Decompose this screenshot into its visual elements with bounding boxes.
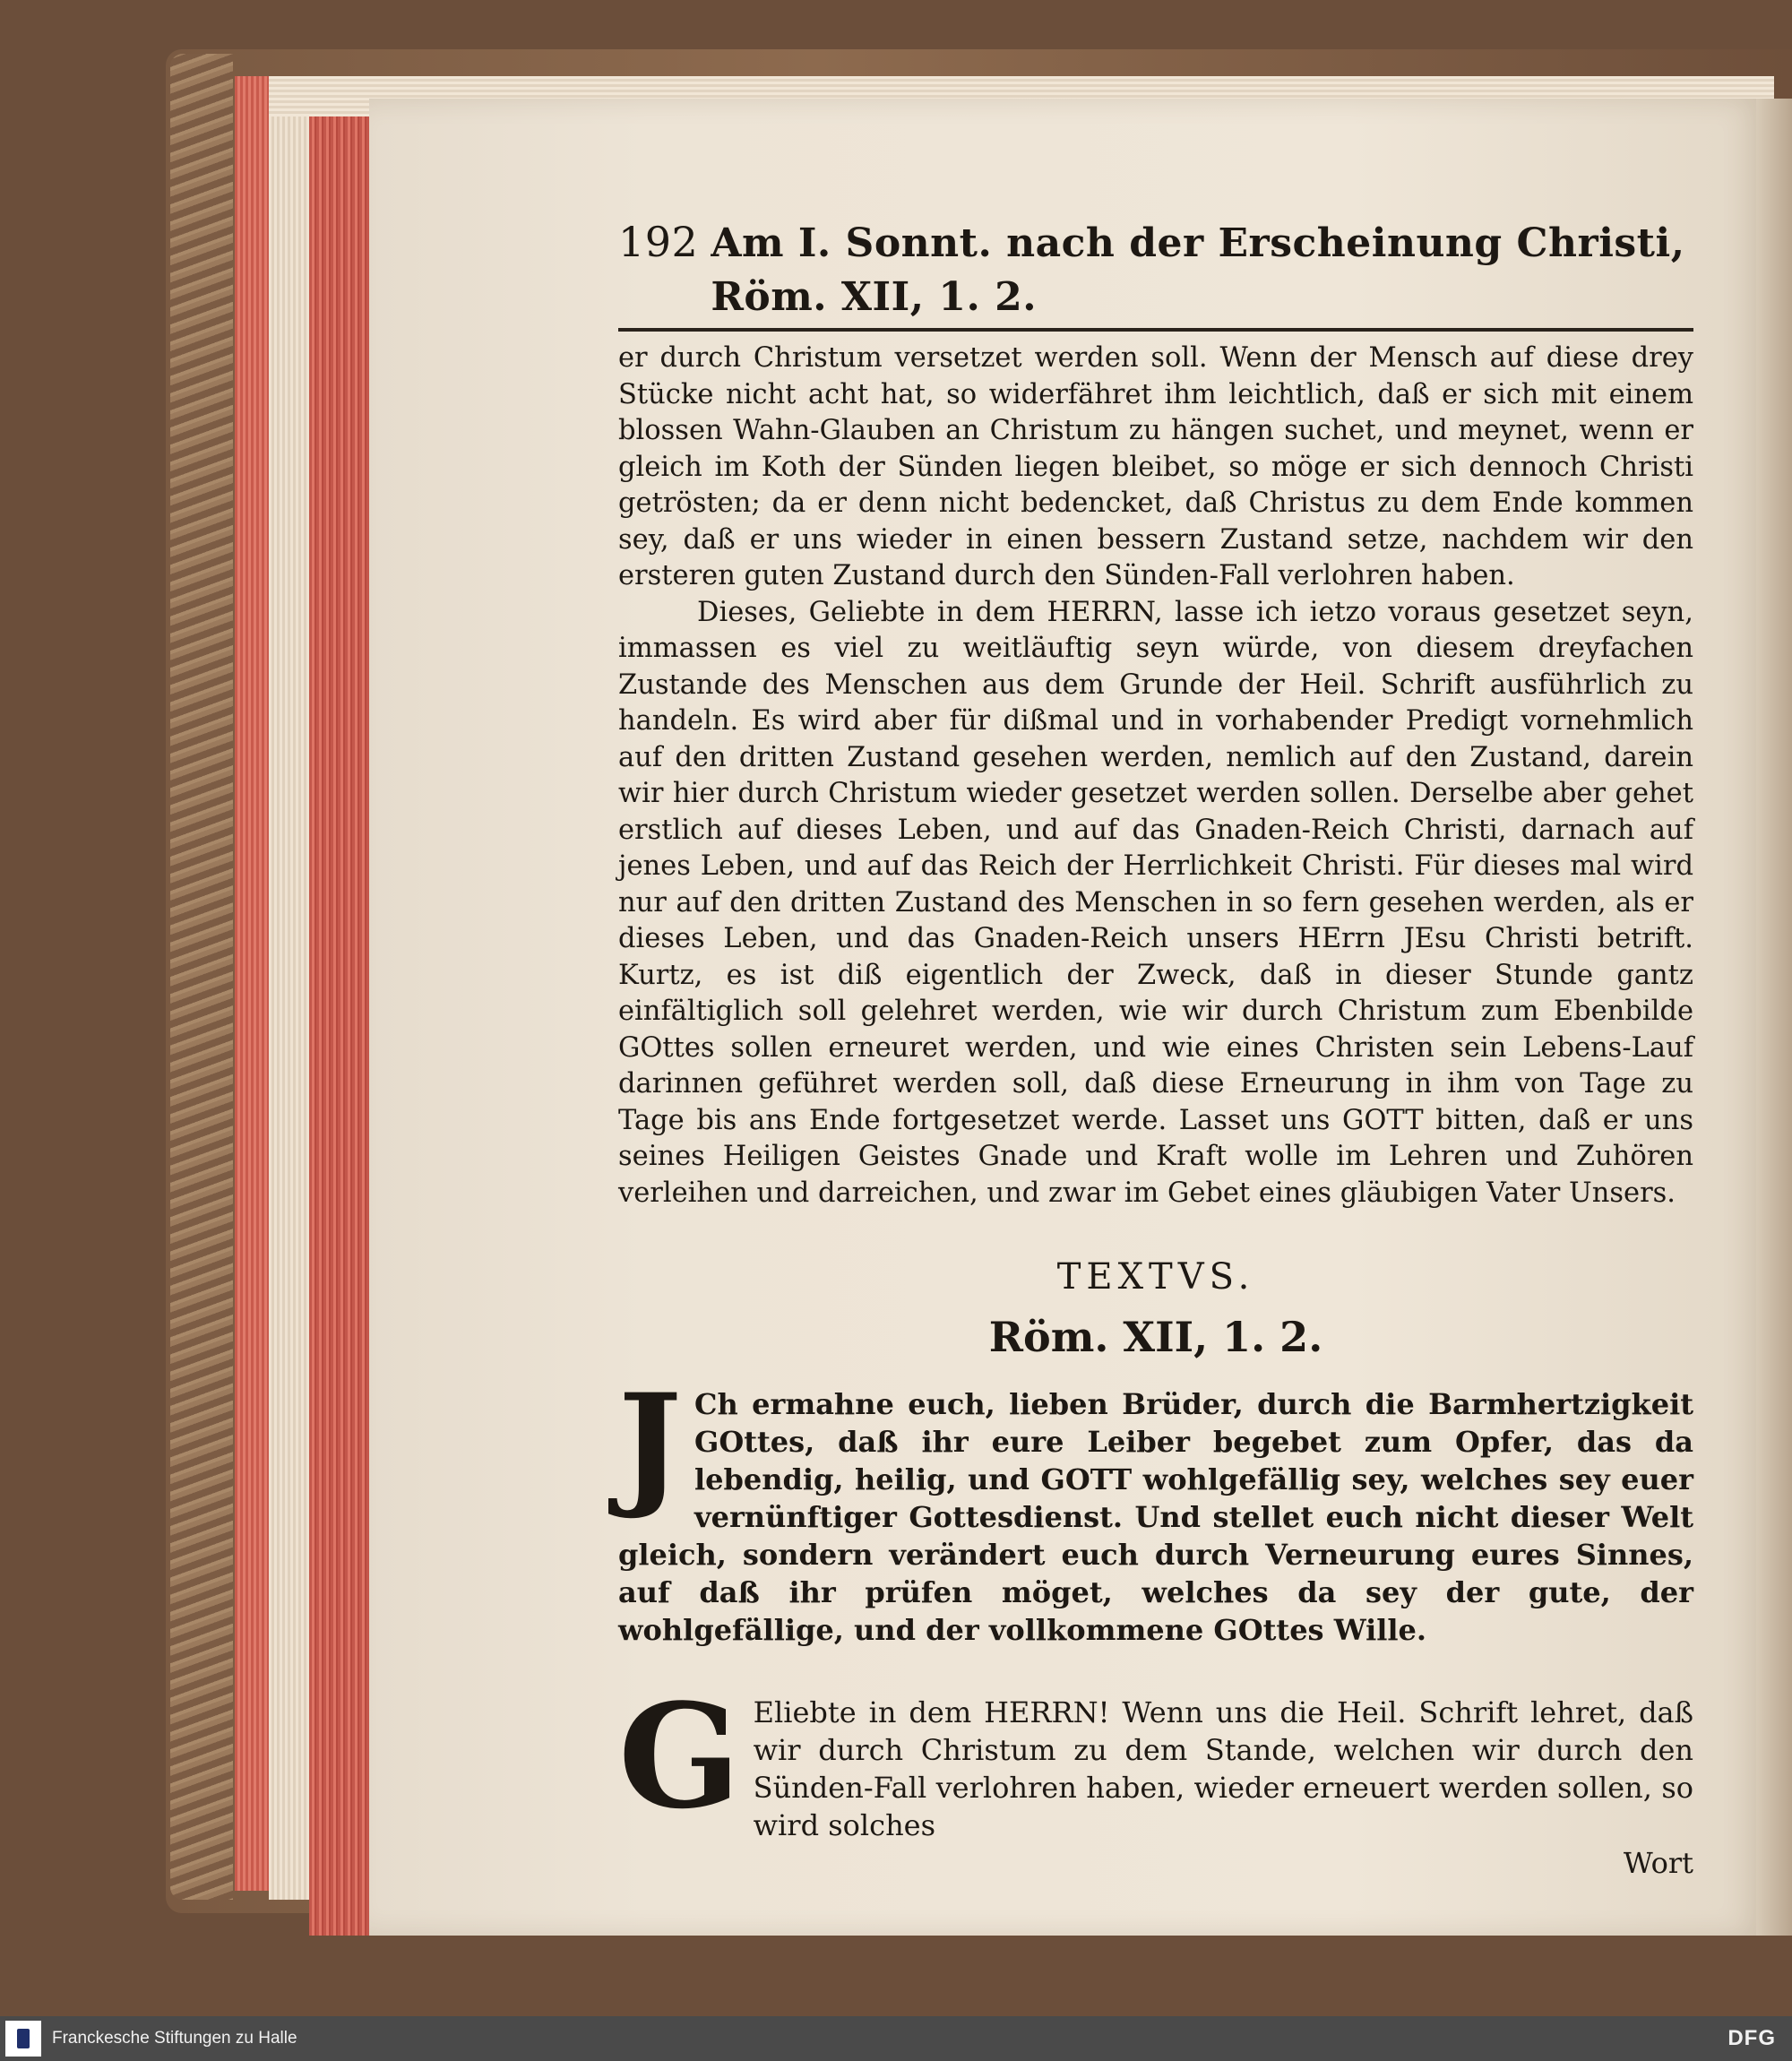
body-text — [618, 341, 1693, 1212]
verse-dropcap: J — [618, 1365, 682, 1522]
footer-left — [0, 2021, 297, 2057]
sermon-text: Eliebte in dem HERRN! Wenn uns die Heil. Schrift lehret, daß wir durch Christum zu dem Stande, welchen wir durch den Sünden-Fall verlohren haben, wieder erneuert werden sollen, so wird solches — [753, 1695, 1693, 1842]
page-edges-red-inner — [309, 116, 370, 1936]
header-rule — [618, 328, 1693, 332]
running-title: Am I. Sonnt. nach der Erscheinung Christi, Röm. XII, 1. 2. — [711, 220, 1685, 320]
dfg-logo[interactable]: DFG — [1727, 2026, 1776, 2050]
bible-verse — [618, 1365, 1693, 1649]
page-edges-pale — [269, 76, 309, 1900]
sermon-dropcap: G — [618, 1672, 741, 1841]
catchword: Wort — [1623, 1846, 1693, 1880]
paragraph-2: Dieses, Geliebte in dem HERRN, lasse ich ietzo voraus gesetzet seyn, immassen es viel zu weitläuftig seyn würde, von diesem dreyfachen Zustande des Menschen aus dem Grunde der Heil. Schrift ausführlich zu handeln. Es wird aber für dißmal und in vorhabender Predigt vornehmlich auf den dritten Zustand gesehen werden, nemlich auf den Zustand, darein wir hier durch Christum wieder gesetzet werden sollen. Derselbe aber gehet erstlich auf dieses Leben, und auf das Gnaden-Reich Christi, darnach auf jenes Leben, und auf das Reich der Herrlichkeit Christi. Für dieses mal wird nur auf den dritten Zustand des Menschen in so fern gesehen werden, als er dieses Leben, und das Gnaden-Reich unsers HErrn JEsu Christi betrift. Kurtz, es ist diß eigentlich der Zweck, daß in dieser Stunde gantz einfältiglich soll gelehret werden, wie wir durch Christum zum Ebenbilde GOttes sollen erneuret werden, und wie eines Christen sein Lebens-Lauf darinnen geführet werden soll, daß diese Erneurung in ihm von Tage zu Tage bis ans Ende fortgesetzet werde. Lasset uns GOTT bitten, daß er uns seines Heiligen Geistes Gnade und Kraft wolle im Lehren und Zuhören verleihen und darreichen, und zwar im Gebet eines gläubigen Vater Unsers. — [618, 596, 1693, 1209]
text-block — [618, 215, 1693, 1882]
viewer-footer — [0, 2016, 1792, 2061]
page-number: 192 — [618, 218, 699, 266]
sermon-opening — [618, 1672, 1693, 1882]
institution-logo-icon[interactable] — [5, 2021, 41, 2057]
paragraph-1: er durch Christum versetzet werden soll. Wenn der Mensch auf diese drey Stücke nicht acht hat, so widerfähret ihm leichtlich, daß er sich mit einem blossen Wahn-Glauben an Christum zu hängen suchet, und meynet, wenn er gleich im Koth der Sünden liegen bleibet, so möge er sich dennoch Christi getrösten; da er denn nicht bedencket, daß Christus zu dem Ende kommen sey, daß er uns wieder in einen bessern Zustand setze, nachdem wir den ersteren guten Zustand durch den Sünden-Fall verlohren haben. — [618, 342, 1693, 591]
running-header — [618, 215, 1693, 324]
leather-spine — [170, 54, 233, 1900]
institution-name[interactable]: Franckesche Stiftungen zu Halle — [52, 2029, 297, 2048]
bible-reference: Röm. XII, 1. 2. — [988, 1313, 1323, 1361]
page-gutter — [1756, 99, 1792, 1936]
textus-heading: TEXTVS. — [1056, 1256, 1255, 1298]
verse-text: Ch ermahne euch, lieben Brüder, durch die Barmhertzigkeit GOttes, daß ihr eure Leiber begebet zum Opfer, das da lebendig, heilig, und GOTT wohlgefällig sey, welches sey euer vernünftiger Gottesdienst. Und stellet euch nicht dieser Welt gleich, sondern verändert euch durch Verneurung eures Sinnes, auf daß ihr prüfen möget, welches da sey der gute, der wohlgefällige, und der vollkommene GOttes Wille. — [618, 1387, 1693, 1647]
page-edges-red-outer — [235, 76, 271, 1891]
